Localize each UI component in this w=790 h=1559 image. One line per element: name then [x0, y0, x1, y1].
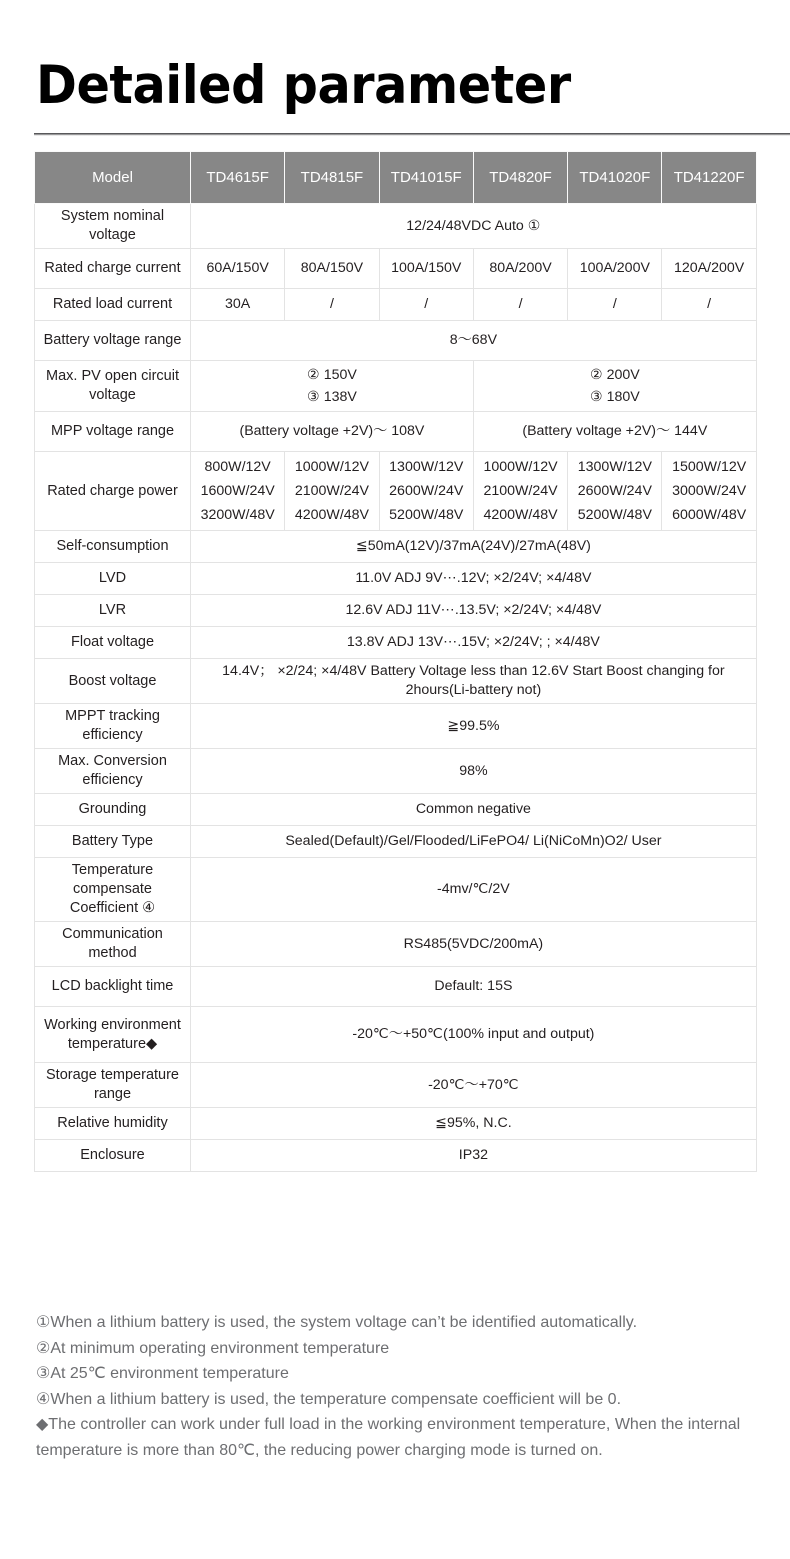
table-row: [35, 249, 757, 289]
table-row: [35, 922, 757, 967]
title-divider: [34, 133, 790, 136]
table-row: [35, 1007, 757, 1063]
row-value: 60A/150V: [191, 249, 285, 289]
column-header-td4615f: TD4615F: [191, 152, 285, 204]
row-value: ≦95%, N.C.: [191, 1108, 757, 1140]
row-value: /: [662, 289, 756, 321]
footnote-line: ③At 25℃ environment temperature: [36, 1365, 289, 1382]
row-label: Rated charge current: [35, 249, 191, 289]
table-row: [35, 627, 757, 659]
row-value: 120A/200V: [662, 249, 756, 289]
row-value: (Battery voltage +2V)～ 108V: [191, 412, 474, 452]
row-value: 100A/150V: [379, 249, 473, 289]
row-label: Float voltage: [35, 627, 191, 659]
row-label: LVR: [35, 595, 191, 627]
table-header: [35, 152, 757, 204]
row-label: System nominal voltage: [35, 204, 191, 249]
row-value: 13.8V ADJ 13V⋯.15V; ×2/24V; ; ×4/48V: [191, 627, 757, 659]
table-header-row: [35, 152, 757, 204]
table-row: [35, 361, 757, 412]
table-row: [35, 1140, 757, 1172]
row-value: RS485(5VDC/200mA): [191, 922, 757, 967]
row-value: Sealed(Default)/Gel/Flooded/LiFePO4/ Li(NiCoMn)O2/ User: [191, 826, 757, 858]
footnote-line: ◆The controller can work under full load in the working environment temperature, When the internal temperature is more than 80℃, the reducing power charging mode is turned on.: [36, 1416, 741, 1459]
row-value: 12.6V ADJ 11V⋯.13.5V; ×2/24V; ×4/48V: [191, 595, 757, 627]
row-value: 30A: [191, 289, 285, 321]
table-row: [35, 412, 757, 452]
row-label: MPP voltage range: [35, 412, 191, 452]
row-value: 80A/200V: [473, 249, 567, 289]
row-label: Boost voltage: [35, 659, 191, 704]
row-value: 98%: [191, 749, 757, 794]
row-value: -20℃～+50℃(100% input and output): [191, 1007, 757, 1063]
table-row: [35, 967, 757, 1007]
row-value: IP32: [191, 1140, 757, 1172]
column-header-td41020f: TD41020F: [568, 152, 662, 204]
column-header-td4820f: TD4820F: [473, 152, 567, 204]
row-value: ② 150V ③ 138V: [191, 361, 474, 412]
row-label: Battery Type: [35, 826, 191, 858]
row-value: /: [379, 289, 473, 321]
row-value: 1300W/12V 2600W/24V 5200W/48V: [379, 452, 473, 531]
row-label: Temperature compensate Coefficient ④: [35, 858, 191, 922]
table-row: [35, 531, 757, 563]
footnotes: [36, 1310, 766, 1463]
row-value: 12/24/48VDC Auto ①: [191, 204, 757, 249]
row-value: 800W/12V 1600W/24V 3200W/48V: [191, 452, 285, 531]
row-value: /: [473, 289, 567, 321]
column-header-td41220f: TD41220F: [662, 152, 756, 204]
column-header-td41015f: TD41015F: [379, 152, 473, 204]
table-row: [35, 704, 757, 749]
row-label: Storage temperature range: [35, 1063, 191, 1108]
column-header-model: Model: [35, 152, 191, 204]
row-value: Default: 15S: [191, 967, 757, 1007]
footnote-line: ②At minimum operating environment temperature: [36, 1339, 390, 1357]
table-row: [35, 1108, 757, 1140]
row-label: Enclosure: [35, 1140, 191, 1172]
footnote-line: ④When a lithium battery is used, the temperature compensate coefficient will be 0.: [36, 1390, 622, 1408]
page-title: Detailed parameter: [36, 55, 571, 116]
row-value: 100A/200V: [568, 249, 662, 289]
row-label: Relative humidity: [35, 1108, 191, 1140]
row-value: -4mv/℃/2V: [191, 858, 757, 922]
row-value: /: [568, 289, 662, 321]
table-row: [35, 204, 757, 249]
row-label: Working environment temperature◆: [35, 1007, 191, 1063]
row-value: 11.0V ADJ 9V⋯.12V; ×2/24V; ×4/48V: [191, 563, 757, 595]
row-label: Rated charge power: [35, 452, 191, 531]
table-row: [35, 452, 757, 531]
row-value: 1500W/12V 3000W/24V 6000W/48V: [662, 452, 756, 531]
footnote-line: ①When a lithium battery is used, the system voltage can’t be identified automatically.: [36, 1314, 638, 1331]
detailed-parameter-table: [34, 151, 757, 1172]
row-label: LCD backlight time: [35, 967, 191, 1007]
row-label: Max. PV open circuit voltage: [35, 361, 191, 412]
table-row: [35, 321, 757, 361]
row-value: (Battery voltage +2V)～ 144V: [473, 412, 756, 452]
row-value: 1300W/12V 2600W/24V 5200W/48V: [568, 452, 662, 531]
table-row: [35, 289, 757, 321]
row-label: Grounding: [35, 794, 191, 826]
row-value: 1000W/12V 2100W/24V 4200W/48V: [285, 452, 379, 531]
row-value: -20℃～+70℃: [191, 1063, 757, 1108]
row-value: ② 200V ③ 180V: [473, 361, 756, 412]
table-row: [35, 794, 757, 826]
row-value: 14.4V； ×2/24; ×4/48V Battery Voltage less than 12.6V Start Boost changing for 2hours(Li-battery not): [191, 659, 757, 704]
row-label: Max. Conversion efficiency: [35, 749, 191, 794]
row-value: 80A/150V: [285, 249, 379, 289]
table-row: [35, 595, 757, 627]
row-label: Self-consumption: [35, 531, 191, 563]
table-row: [35, 659, 757, 704]
row-label: Rated load current: [35, 289, 191, 321]
row-label: LVD: [35, 563, 191, 595]
table-row: [35, 749, 757, 794]
row-label: Battery voltage range: [35, 321, 191, 361]
table-row: [35, 826, 757, 858]
row-value: /: [285, 289, 379, 321]
column-header-td4815f: TD4815F: [285, 152, 379, 204]
row-label: MPPT tracking efficiency: [35, 704, 191, 749]
row-label: Communication method: [35, 922, 191, 967]
table-row: [35, 858, 757, 922]
row-value: Common negative: [191, 794, 757, 826]
table-row: [35, 563, 757, 595]
table-body: [35, 204, 757, 1172]
table-row: [35, 1063, 757, 1108]
row-value: 1000W/12V 2100W/24V 4200W/48V: [473, 452, 567, 531]
row-value: 8～68V: [191, 321, 757, 361]
row-value: ≧99.5%: [191, 704, 757, 749]
row-value: ≦50mA(12V)/37mA(24V)/27mA(48V): [191, 531, 757, 563]
